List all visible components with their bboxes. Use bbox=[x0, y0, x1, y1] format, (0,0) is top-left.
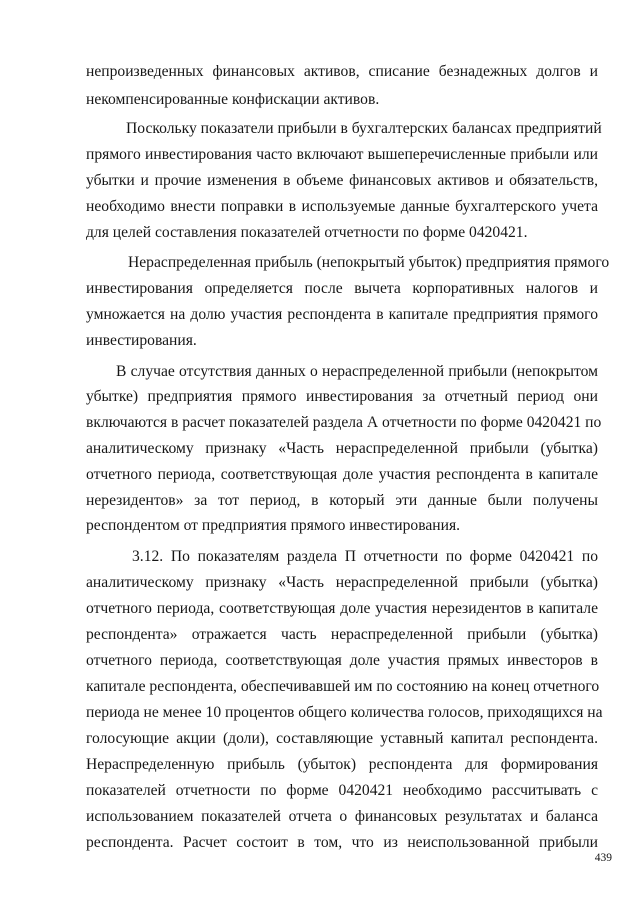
text-line: использованием показателей отчета о финансовых результатах и баланса bbox=[86, 808, 598, 825]
text-line: Нераспределенную прибыль (убыток) респондента для формирования bbox=[86, 756, 598, 773]
text-line: респондентом от предприятия прямого инвестирования. bbox=[86, 517, 461, 534]
text-line: прямого инвестирования часто включают вышеперечисленные прибыли или bbox=[86, 146, 598, 163]
text-line: отчетного периода, соответствующая доле участия респондента в капитале bbox=[86, 466, 598, 483]
text-line: непроизведенных финансовых активов, списание безнадежных долгов и bbox=[86, 63, 598, 80]
text-line: аналитическому признаку «Часть нераспределенной прибыли (убытка) bbox=[86, 440, 598, 457]
text-line: Нераспределенная прибыль (непокрытый убыток) предприятия прямого bbox=[128, 254, 610, 271]
text-line: капитале респондента, обеспечивавшей им по состоянию на конец отчетного bbox=[86, 678, 600, 695]
text-line: некомпенсированные конфискации активов. bbox=[86, 91, 380, 108]
text-line: убытки и прочие изменения в объеме финансовых активов и обязательств, bbox=[86, 172, 598, 189]
text-line: отчетного периода, соответствующая доле участия нерезидентов в капитале bbox=[86, 600, 598, 617]
text-line: респондента» отражается часть нераспределенной прибыли (убытка) bbox=[86, 626, 598, 643]
text-line: умножается на долю участия респондента в капитале предприятия прямого bbox=[86, 306, 598, 323]
text-line: голосующие акции (доли), составляющие уставный капитал респондента. bbox=[86, 730, 598, 747]
text-line: отчетного периода, соответствующая доле участия прямых инвесторов в bbox=[86, 652, 598, 669]
text-line: инвестирования определяется после вычета корпоративных налогов и bbox=[86, 280, 598, 297]
text-line: 3.12. По показателям раздела П отчетности по форме 0420421 по bbox=[132, 548, 598, 565]
text-line: респондента. Расчет состоит в том, что из неиспользованной прибыли bbox=[86, 834, 598, 851]
text-line: Поскольку показатели прибыли в бухгалтерских балансах предприятий bbox=[126, 120, 602, 137]
text-line: для целей составления показателей отчетности по форме 0420421. bbox=[86, 224, 528, 241]
text-line: аналитическому признаку «Часть нераспределенной прибыли (убытка) bbox=[86, 574, 598, 591]
text-line: нерезидентов» за тот период, в который эти данные были получены bbox=[86, 492, 598, 509]
page-number: 439 bbox=[594, 852, 612, 864]
text-line: необходимо внести поправки в используемые данные бухгалтерского учета bbox=[86, 198, 598, 215]
text-line: В случае отсутствия данных о нераспределенной прибыли (непокрытом bbox=[116, 363, 598, 380]
text-line: включаются в расчет показателей раздела А отчетности по форме 0420421 по bbox=[86, 414, 602, 431]
text-line: инвестирования. bbox=[86, 332, 197, 349]
text-line: периода не менее 10 процентов общего количества голосов, приходящихся на bbox=[86, 704, 603, 721]
text-line: убытке) предприятия прямого инвестирования за отчетный период они bbox=[86, 388, 598, 405]
text-line: показателей отчетности по форме 0420421 необходимо рассчитывать с bbox=[86, 782, 598, 799]
